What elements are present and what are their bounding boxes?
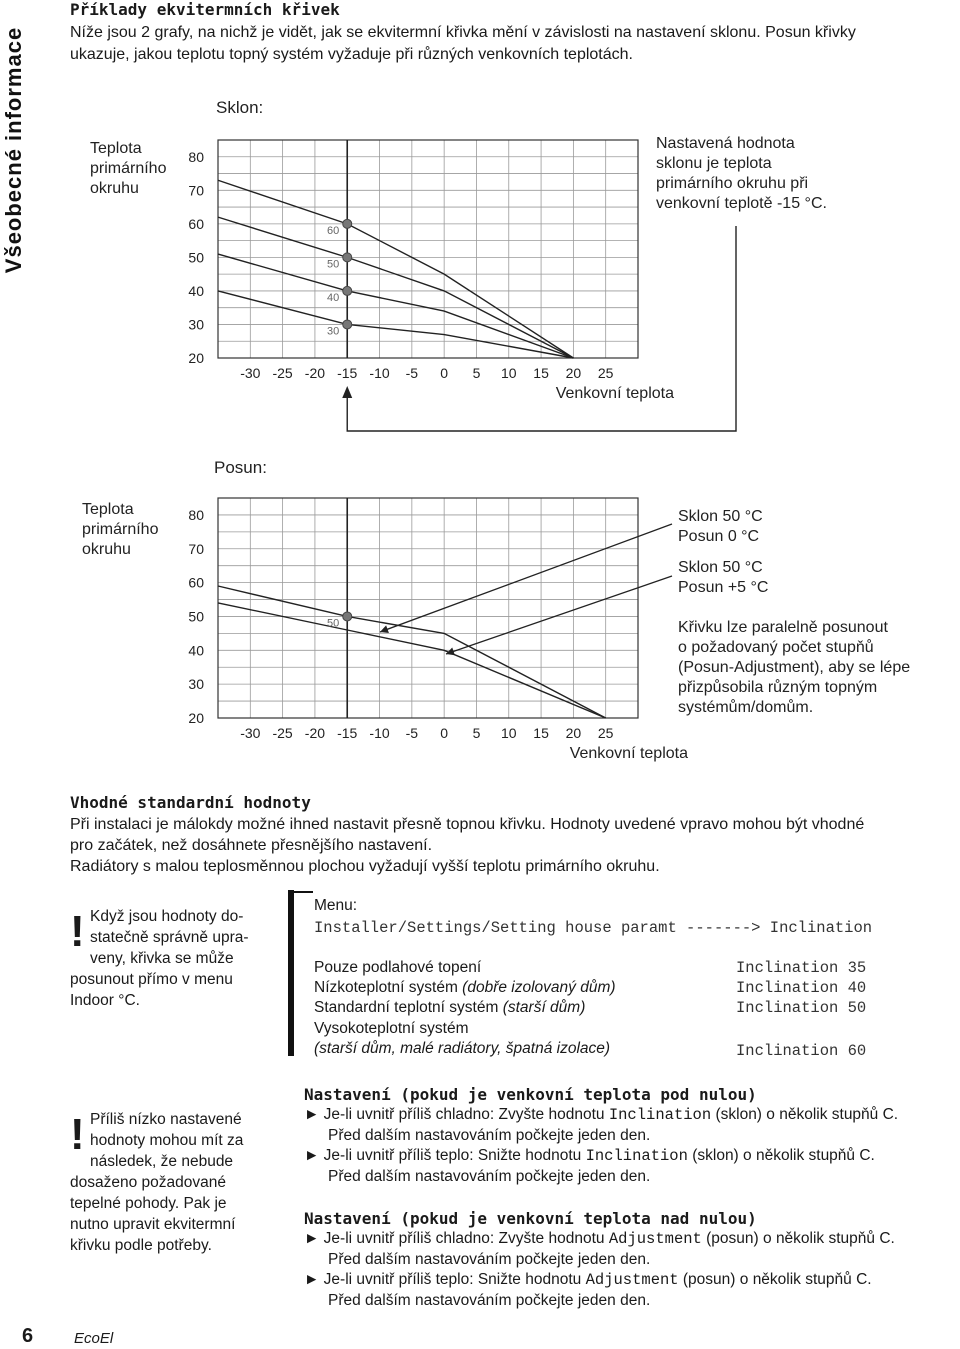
- examples-heading: Příklady ekvitermních křivek: [70, 0, 340, 19]
- y-tick-label: 60: [188, 215, 204, 232]
- y-tick-label: 50: [188, 608, 204, 625]
- y-tick-label: 20: [188, 350, 204, 366]
- warning-line: Indoor °C.: [70, 992, 140, 1009]
- warning-line: hodnoty mohou mít za: [90, 1132, 244, 1149]
- x-axis-label: Venkovní teplota: [569, 745, 688, 762]
- chart2-title: Posun:: [214, 458, 267, 477]
- menu-row-text: Standardní teplotní systém: [314, 999, 503, 1016]
- warning-line: veny, křivka se může: [90, 950, 234, 967]
- menu-box: [288, 888, 938, 1058]
- ylabel-line: primárního: [90, 160, 167, 177]
- intro-line-1: Níže jsou 2 grafy, na nichž je vidět, jak se ekvitermní křivka mění v závislosti na nastavení sklonu. Posun křivky: [70, 24, 856, 41]
- x-tick-label: 10: [500, 365, 517, 381]
- menu-row-label: [314, 1039, 610, 1059]
- standard-line-2: pro začátek, než dosáhnete přesnějšího nastavení.: [70, 837, 433, 854]
- arrow-right-icon: ►: [304, 1147, 320, 1164]
- exclamation-icon: !: [70, 1110, 85, 1159]
- chart2-svg: [0, 440, 960, 780]
- item-text: Je-li uvnitř příliš chladno: Zvyšte hodnotu: [323, 1230, 609, 1247]
- x-tick-label: 25: [597, 725, 614, 741]
- standard-line-3: Radiátory s malou teplosměnnou plochou vyžadují vyšší teplotu primárního okruhu.: [70, 858, 660, 875]
- x-tick-label: -15: [337, 365, 358, 381]
- point-label: 50: [326, 617, 340, 630]
- ylabel-line: okruhu: [90, 180, 139, 197]
- setpoint-marker: [343, 253, 352, 262]
- standard-heading: Vhodné standardní hodnoty: [70, 793, 311, 812]
- ylabel-line: primárního: [82, 521, 159, 538]
- annotation-line: primárního okruhu při: [656, 175, 809, 192]
- warning-line: tepelné pohody. Pak je: [70, 1195, 227, 1212]
- item-code: Inclination: [608, 1106, 712, 1124]
- y-tick-label: 30: [188, 316, 204, 333]
- x-tick-label: -30: [240, 725, 261, 741]
- ylabel-line: Teplota: [90, 140, 142, 157]
- legend-pointer: [380, 524, 672, 632]
- setpoint-marker: [343, 612, 352, 621]
- legend-line: Sklon 50 °C: [678, 559, 763, 576]
- warning-line: dosaženo požadované: [70, 1174, 226, 1191]
- menu-row-label: [314, 978, 616, 998]
- brand-name: EcoEl: [74, 1330, 114, 1347]
- setpoint-marker: [343, 219, 352, 228]
- menu-row-label: [314, 1019, 469, 1039]
- menu-path: Installer/Settings/Setting house paramt -------> Inclination: [314, 919, 873, 937]
- menu-row-label: [314, 958, 481, 978]
- item-text: Je-li uvnitř příliš teplo: Snižte hodnotu: [323, 1271, 586, 1288]
- x-tick-label: 0: [440, 365, 449, 381]
- sidebar-title: Všeobecné informace: [1, 26, 26, 274]
- warning-line: Když jsou hodnoty do-: [90, 908, 244, 925]
- x-tick-label: -10: [369, 365, 390, 381]
- below-zero-item-2: [304, 1146, 875, 1166]
- point-label: 50: [326, 258, 340, 271]
- warning-box-1: [70, 906, 270, 1016]
- y-tick-label: 70: [188, 540, 204, 557]
- note-line: přizpůsobila různým topným: [678, 679, 878, 696]
- item-text: (sklon) o několik stupňů C.: [687, 1147, 875, 1164]
- menu-row-italic: (starší dům): [502, 999, 586, 1016]
- ylabel-line: okruhu: [82, 541, 131, 558]
- menu-row-value: Inclination 60: [736, 1042, 867, 1060]
- item-text: (sklon) o několik stupňů C.: [711, 1106, 899, 1123]
- y-tick-label: 80: [188, 506, 204, 523]
- x-tick-label: 20: [565, 725, 582, 741]
- annotation-arrow: [347, 226, 736, 431]
- below-zero-item-1: [304, 1105, 898, 1125]
- note-line: o požadovaný počet stupňů: [678, 639, 874, 656]
- item-code: Inclination: [585, 1147, 688, 1165]
- x-tick-label: -5: [405, 365, 419, 381]
- setpoint-marker: [343, 320, 352, 329]
- note-line: systémům/domům.: [678, 699, 814, 716]
- menu-row-value: Inclination 40: [736, 979, 867, 997]
- x-tick-label: 5: [472, 365, 481, 381]
- chart1-svg: [0, 0, 960, 440]
- item-text: (posun) o několik stupňů C.: [701, 1230, 895, 1247]
- page-number: 6: [22, 1325, 34, 1347]
- x-tick-label: -20: [304, 365, 326, 381]
- note-line: Křivku lze paralelně posunout: [678, 619, 888, 636]
- point-label: 60: [326, 224, 340, 237]
- item-text: Je-li uvnitř příliš teplo: Snižte hodnotu: [323, 1147, 586, 1164]
- arrow-right-icon: ►: [304, 1271, 320, 1288]
- y-tick-label: 40: [188, 642, 204, 659]
- menu-row-value: Inclination 35: [736, 959, 867, 977]
- legend-line: Posun 0 °C: [678, 528, 760, 545]
- item-text: Je-li uvnitř příliš chladno: Zvyšte hodnotu: [323, 1106, 609, 1123]
- x-tick-label: 20: [565, 365, 582, 381]
- y-tick-label: 50: [188, 249, 204, 266]
- above-zero-heading: Nastavení (pokud je venkovní teplota nad nulou): [304, 1209, 757, 1228]
- warning-line: nutno upravit ekvitermní: [70, 1216, 236, 1233]
- y-tick-label: 30: [188, 676, 204, 693]
- menu-row-italic: (dobře izolovaný dům): [462, 979, 616, 996]
- x-tick-label: 10: [500, 725, 517, 741]
- x-tick-label: -15: [337, 725, 358, 741]
- y-tick-label: 60: [188, 574, 204, 591]
- chart1-title: Sklon:: [216, 98, 264, 117]
- below-zero-heading: Nastavení (pokud je venkovní teplota pod nulou): [304, 1085, 757, 1104]
- below-zero-wait-1: Před dalším nastavováním počkejte jeden den.: [328, 1127, 651, 1144]
- item-code: Adjustment: [585, 1271, 679, 1289]
- above-zero-item-1: [304, 1229, 895, 1249]
- x-tick-label: -30: [240, 365, 261, 381]
- series-line: [218, 217, 573, 358]
- x-tick-label: -25: [272, 725, 293, 741]
- setpoint-marker: [343, 286, 352, 295]
- menu-row-italic: (starší dům, malé radiátory, špatná izolace): [314, 1040, 611, 1057]
- below-zero-wait-2: Před dalším nastavováním počkejte jeden den.: [328, 1168, 651, 1185]
- warning-line: Příliš nízko nastavené: [90, 1111, 242, 1128]
- annotation-line: sklonu je teplota: [656, 155, 772, 172]
- intro-line-2: ukazuje, jakou teplotu topný systém vyžaduje při různých venkovních teplotách.: [70, 46, 633, 63]
- x-tick-label: 15: [533, 725, 549, 741]
- x-tick-label: -25: [272, 365, 293, 381]
- above-zero-item-2: [304, 1270, 872, 1290]
- legend-line: Posun +5 °C: [678, 579, 769, 596]
- menu-row-text: Pouze podlahové topení: [314, 959, 482, 976]
- menu-row-value: Inclination 50: [736, 999, 867, 1017]
- x-tick-label: 0: [440, 725, 449, 741]
- x-tick-label: -10: [369, 725, 390, 741]
- annotation-line: Nastavená hodnota: [656, 135, 795, 152]
- warning-line: křivku podle potřeby.: [70, 1237, 212, 1254]
- y-tick-label: 20: [188, 710, 204, 726]
- warning-line: statečně správně upra-: [90, 929, 249, 946]
- standard-line-1: Při instalaci je málokdy možné ihned nastavit přesně topnou křivku. Hodnoty uvedené vpravo mohou být vhodné: [70, 816, 865, 833]
- x-tick-label: -5: [405, 725, 419, 741]
- y-tick-label: 70: [188, 182, 204, 199]
- x-tick-label: 25: [597, 365, 614, 381]
- arrow-head: [342, 386, 352, 398]
- point-label: 40: [326, 291, 340, 304]
- plot-frame: [218, 140, 638, 358]
- warning-box-2: [70, 1109, 270, 1259]
- arrow-right-icon: ►: [304, 1106, 320, 1123]
- above-zero-wait-1: Před dalším nastavováním počkejte jeden den.: [328, 1251, 651, 1268]
- y-tick-label: 40: [188, 282, 204, 299]
- annotation-line: venkovní teplotě -15 °C.: [656, 195, 827, 212]
- legend-line: Sklon 50 °C: [678, 508, 763, 525]
- ylabel-line: Teplota: [82, 501, 134, 518]
- x-tick-label: 15: [533, 365, 549, 381]
- above-zero-wait-2: Před dalším nastavováním počkejte jeden den.: [328, 1292, 651, 1309]
- x-tick-label: 5: [472, 725, 481, 741]
- note-line: (Posun-Adjustment), aby se lépe: [678, 659, 911, 676]
- menu-row-text: Nízkoteplotní systém: [314, 979, 463, 996]
- exclamation-icon: !: [70, 907, 85, 956]
- point-label: 30: [326, 325, 340, 338]
- x-tick-label: -20: [304, 725, 326, 741]
- menu-title: Menu:: [314, 897, 358, 914]
- item-text: (posun) o několik stupňů C.: [678, 1271, 872, 1288]
- warning-line: následek, že nebude: [90, 1153, 234, 1170]
- plot-frame: [218, 498, 638, 718]
- menu-row-label: [314, 998, 585, 1018]
- menu-row-text: Vysokoteplotní systém: [314, 1020, 469, 1037]
- arrow-right-icon: ►: [304, 1230, 320, 1247]
- x-axis-label: Venkovní teplota: [555, 385, 674, 402]
- warning-line: posunout přímo v menu: [70, 971, 233, 988]
- y-tick-label: 80: [188, 148, 204, 165]
- series-line: [218, 254, 573, 358]
- item-code: Adjustment: [608, 1230, 702, 1248]
